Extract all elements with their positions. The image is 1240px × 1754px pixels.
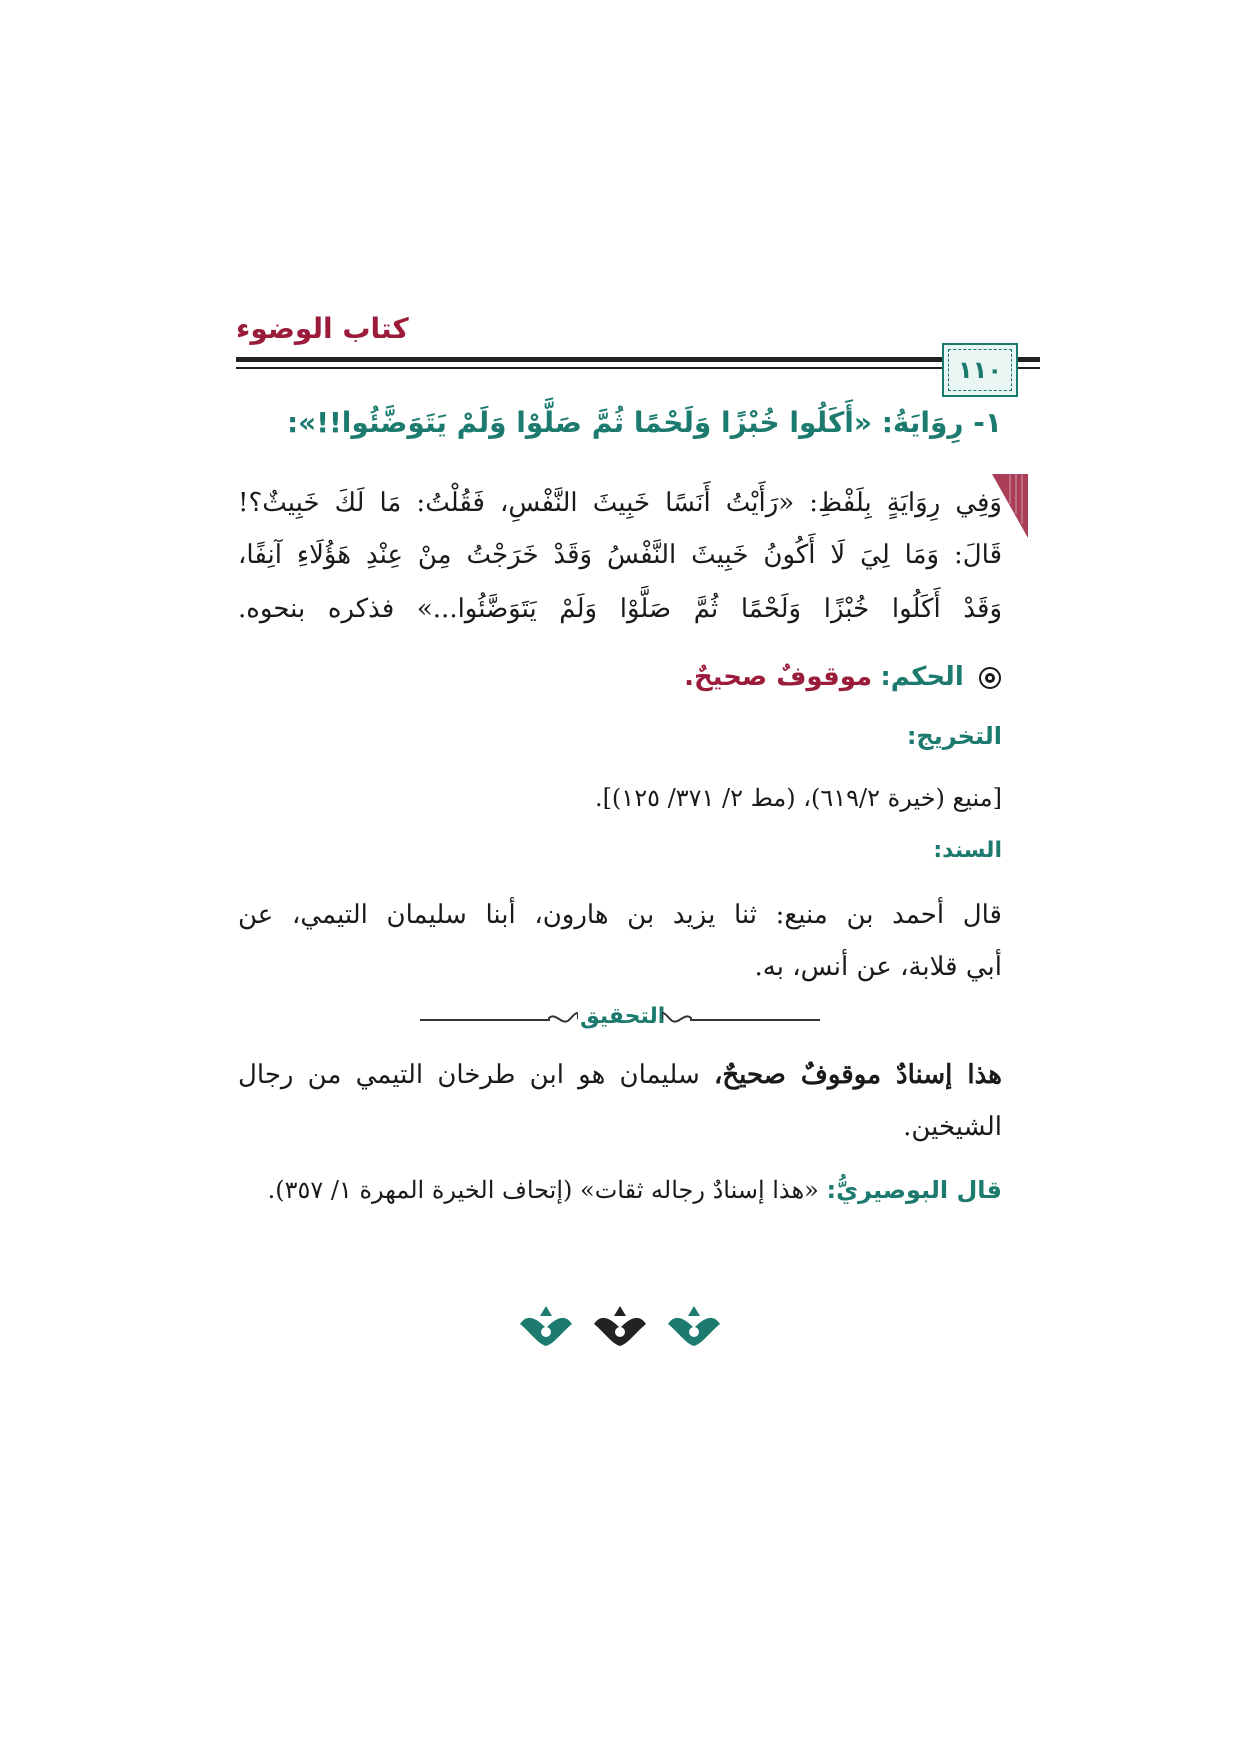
floral-ornament-icon	[510, 1300, 730, 1360]
busiri-label: قال البوصيريُّ:	[826, 1176, 1002, 1204]
ruling-label: الحكم:	[880, 662, 964, 692]
divider-flourish-icon	[662, 1010, 692, 1028]
flower-bullet-icon	[978, 666, 1002, 690]
header-rule-right-thin	[1018, 367, 1040, 369]
heading-number: ١-	[973, 406, 1002, 439]
narration-line-2: قَالَ: وَمَا لِيَ لَا أَكُونُ خَبِيثَ النَّفْسُ وَقَدْ خَرَجْتُ مِنْ عِنْدِ هَؤُلَاءِ آنِفًا،	[238, 540, 1002, 570]
sanad-label: السند:	[933, 838, 1002, 863]
divider-line-right	[690, 1019, 820, 1021]
page-number-box	[942, 343, 1018, 397]
tahqiq-rest: سليمان هو ابن طرخان التيمي من رجال	[238, 1060, 714, 1090]
tahqiq-line-1	[238, 1060, 1002, 1090]
tahqiq-label: التحقيق	[580, 1004, 666, 1029]
tahqiq-line-2: الشيخين.	[903, 1112, 1002, 1142]
section-heading	[287, 406, 1002, 439]
ruling	[684, 662, 1002, 692]
busiri-text: «هذا إسنادٌ رجاله ثقات» (إتحاف الخيرة المهرة ١/ ٣٥٧).	[267, 1176, 827, 1204]
sanad-line-1: قال أحمد بن منيع: ثنا يزيد بن هارون، أبنا سليمان التيمي، عن	[238, 900, 1002, 930]
header-rule-right	[1018, 357, 1040, 362]
book-title: كتاب الوضوء	[236, 312, 409, 345]
divider-flourish-icon	[548, 1010, 578, 1028]
sanad-line-2: أبي قلابة، عن أنس، به.	[754, 952, 1002, 982]
closing-ornaments	[510, 1300, 730, 1360]
takhrij-text: [منيع (خيرة ٦١٩/٢)، (مط ٢/ ٣٧١/ ١٢٥)].	[594, 784, 1002, 812]
busiri-quote	[268, 1176, 1002, 1204]
tahqiq-divider	[420, 1004, 820, 1034]
header-rule	[236, 357, 942, 362]
tahqiq-bold: هذا إسنادٌ موقوفٌ صحيحٌ،	[714, 1060, 1002, 1090]
header-rule-thin	[236, 367, 942, 369]
divider-line-left	[420, 1019, 550, 1021]
narration-line-3: وَقَدْ أَكَلُوا خُبْزًا وَلَحْمًا ثُمَّ صَلَّوْا وَلَمْ يَتَوَضَّئُوا...» فذكره بنحوه.	[238, 594, 1002, 624]
narration-line-1: وَفِي رِوَايَةٍ بِلَفْظِ: «رَأَيْتُ أَنَسًا خَبِيثَ النَّفْسِ، فَقُلْتُ: مَا لَكَ خَبِيثٌ؟!	[238, 488, 1002, 518]
heading-text: رِوَايَةُ: «أَكَلُوا خُبْزًا وَلَحْمًا ثُمَّ صَلَّوْا وَلَمْ يَتَوَضَّئُوا!!»:	[286, 406, 964, 439]
page-number: ١١٠	[958, 356, 1002, 384]
takhrij-label: التخريج:	[906, 722, 1002, 750]
ruling-value: موقوفٌ صحيحٌ.	[684, 662, 873, 692]
